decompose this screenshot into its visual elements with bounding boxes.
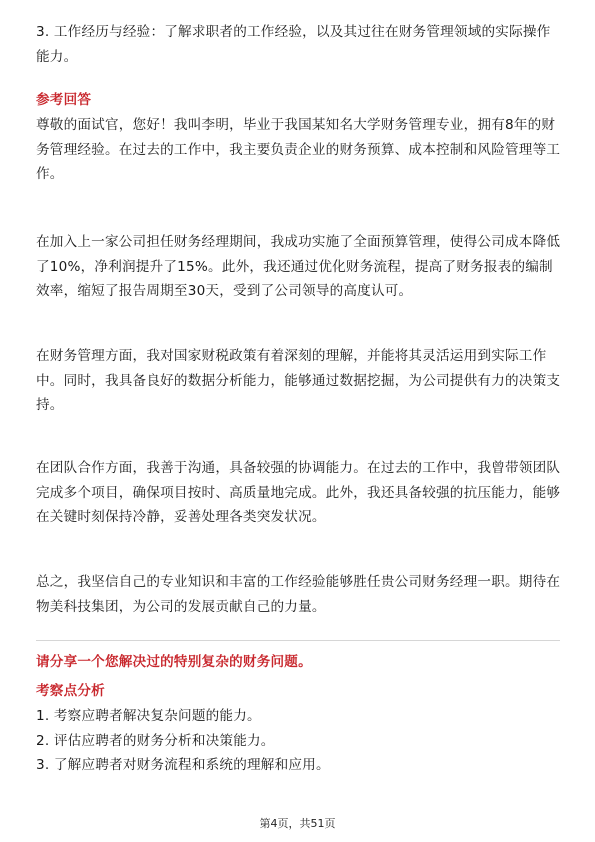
section-divider (36, 640, 560, 641)
answer-paragraph-3 (36, 344, 562, 418)
analysis-list (36, 704, 562, 778)
answer-paragraph-2 (36, 230, 562, 304)
answer-paragraph-4-text: 在团队合作方面，我善于沟通，具备较强的协调能力。在过去的工作中，我曾带领团队完成多个项目，确保项目按时、高质量地完成。此外，我还具备较强的抗压能力，能够在关键时刻保持冷静，妥善处理各类突发状况。 (36, 460, 561, 525)
analysis-heading: 考察点分析 (36, 683, 105, 699)
analysis-item-2: 2. 评估应聘者的财务分析和决策能力。 (36, 732, 275, 749)
answer-paragraph-5 (36, 570, 562, 619)
page-number-footer: 第4页，共51页 (259, 817, 336, 830)
answer-paragraph-2-text: 在加入上一家公司担任财务经理期间，我成功实施了全面预算管理，使得公司成本降低了10%，净利润提升了15%。此外，我还通过优化财务流程，提高了财务报表的编制效率，缩短了报告周期至30天，受到了公司领导的高度认可。 (36, 234, 561, 299)
answer-paragraph-3-text: 在财务管理方面，我对国家财税政策有着深刻的理解，并能将其灵活运用到实际工作中。同时，我具备良好的数据分析能力，能够通过数据挖掘，为公司提供有力的决策支持。 (36, 348, 561, 413)
answer-paragraph-4 (36, 456, 562, 530)
answer-paragraph-1-text: 尊敬的面试官，您好！我叫李明，毕业于我国某知名大学财务管理专业，拥有8年的财务管理经验。在过去的工作中，我主要负责企业的财务预算、成本控制和风险管理等工作。 (36, 117, 561, 182)
prev-question-item-3-text: 3. 工作经历与经验：了解求职者的工作经验，以及其过往在财务管理领域的实际操作能力。 (36, 24, 551, 65)
analysis-item-3: 3. 了解应聘者对财务流程和系统的理解和应用。 (36, 757, 330, 773)
answer-heading: 参考回答 (36, 92, 92, 108)
next-question-title: 请分享一个您解决过的特别复杂的财务问题。 (36, 654, 312, 670)
answer-paragraph-5-text: 总之，我坚信自己的专业知识和丰富的工作经验能够胜任贵公司财务经理一职。期待在物美科技集团，为公司的发展贡献自己的力量。 (36, 574, 561, 615)
prev-question-item-3 (36, 20, 562, 69)
answer-paragraph-1 (36, 113, 562, 187)
analysis-item-1: 1. 考察应聘者解决复杂问题的能力。 (36, 708, 261, 724)
